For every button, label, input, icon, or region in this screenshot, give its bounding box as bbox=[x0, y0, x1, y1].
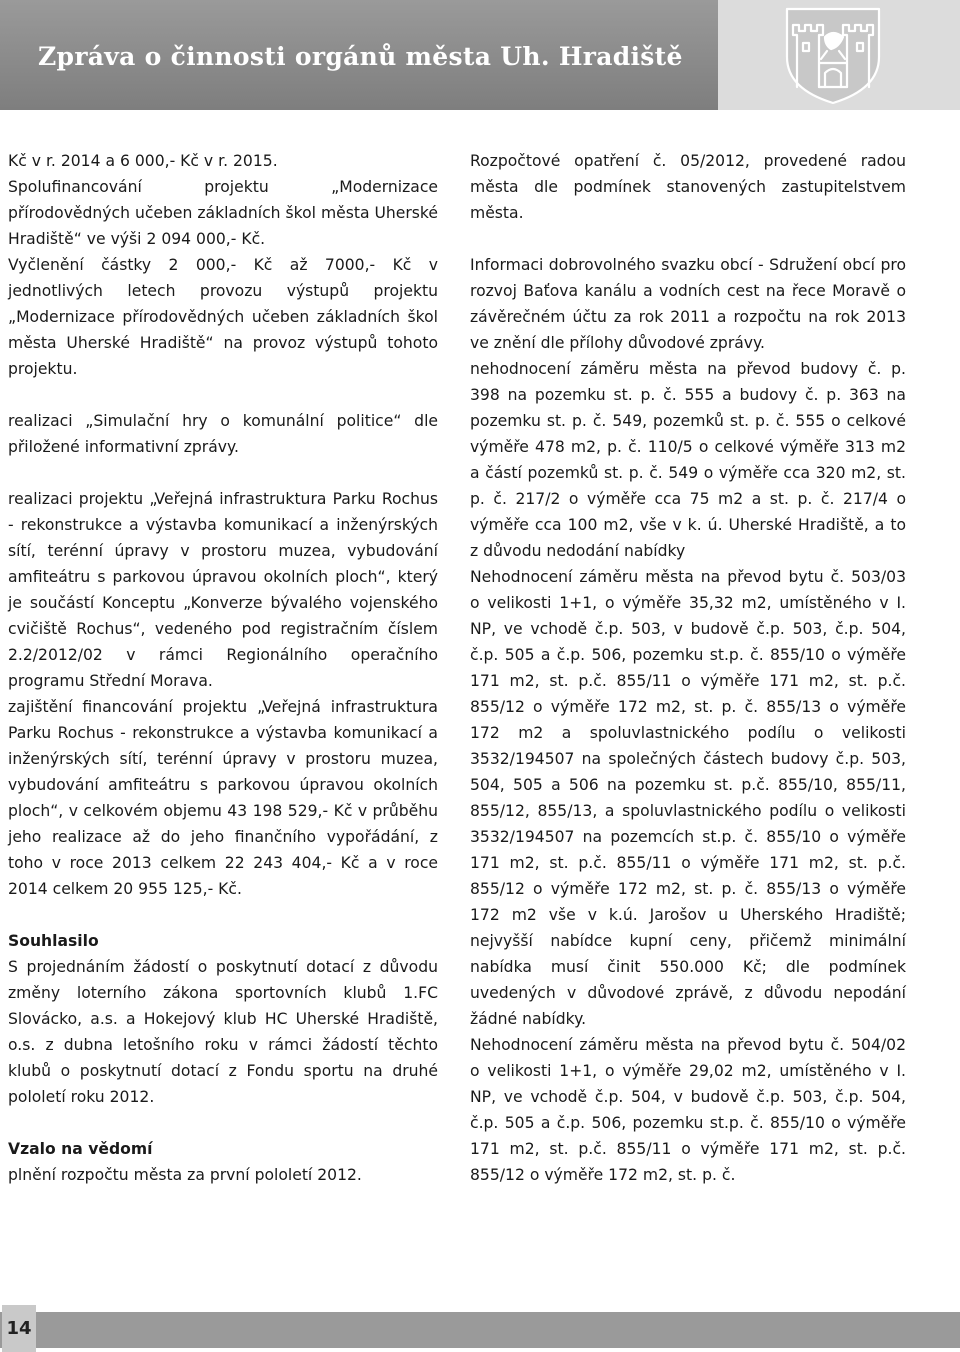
logo-panel bbox=[718, 0, 960, 110]
paragraph: Informaci dobrovolného svazku obcí - Sdružení obcí pro rozvoj Baťova kanálu a vodních cest na řece Moravě o závěrečném účtu za rok 2011 a rozpočtu na rok 2013 ve znění dle přílohy důvodové zprávy. bbox=[470, 256, 906, 352]
paragraph: zajištění financování projektu „Veřejná infrastruktura Parku Rochus - rekonstrukce a výstavba komunikací a inženýrských sítí, terénní úpravy v prostoru muzea, vybudování amfiteátru s parkovou úpravou okolních ploch“, v celkovém objemu 43 198 529,- Kč v průběhu jeho realizace až do jeho finančního vypořádání, z toho v roce 2013 celkem 22 243 404,- Kč a v roce 2014 celkem 20 955 125,- Kč. bbox=[8, 698, 438, 898]
paragraph: Kč v r. 2014 a 6 000,- Kč v r. 2015. bbox=[8, 152, 278, 170]
paragraph: Spolufinancování projektu „Modernizace přírodovědných učeben základních škol města Uherské Hradiště“ ve výši 2 094 000,- Kč. bbox=[8, 178, 438, 248]
paragraph: S projednáním žádostí o poskytnutí dotací z důvodu změny loterního zákona sportovních klubů 1.FC Slovácko, a.s. a Hokejový klub HC Uherské Hradiště, o.s. z dubna letošního roku v rámci žádostí těchto klubů o poskytnutí dotací z Fondu sportu na druhé pololetí roku 2012. bbox=[8, 958, 438, 1106]
section-heading-vzalo-na-vedomi: Vzalo na vědomí bbox=[8, 1140, 153, 1158]
header-title: Zpráva o činnosti orgánů města Uh. Hradiště bbox=[38, 42, 683, 71]
paragraph: Nehodnocení záměru města na převod bytu č. 503/03 o velikosti 1+1, o výměře 35,32 m2, umístěného v I. NP, ve vchodě č.p. 503, v budově č.p. 503, č.p. 504, č.p. 505 a č.p. 506, pozemku st.p. č. 855/10 o výměře 171 m2, st. p.č. 855/11 o výměře 171 m2, st. p.č. 855/12 o výměře 172 m2, st. p. č. 855/13 o výměře 172 m2 a spoluvlastnického podílu o velikosti 3532/194507 na společných částech budovy č.p. 503, 504, 505 a 506 na pozemku st. p.č. 855/10, 855/11, 855/12, 855/13, a spoluvlastnického podílu o velikosti 3532/194507 na pozemcích st.p. č. 855/10 o výměře 171 m2, st. p.č. 855/11 o výměře 171 m2, st. p.č. 855/12 o výměře 172 m2, st. p. č. 855/13 o výměře 172 m2 vše v k.ú. Jarošov u Uherského Hradiště; nejvyšší nabídce kupní ceny, přičemž minimální nabídka musí činit 550.000 Kč; dle podmínek uvedených v důvodové zprávě, z důvodu nepodání žádné nabídky. bbox=[470, 568, 906, 1028]
section-heading-souhlasilo: Souhlasilo bbox=[8, 932, 99, 950]
paragraph: plnění rozpočtu města za první pololetí 2012. bbox=[8, 1166, 362, 1184]
spacer bbox=[8, 902, 438, 928]
spacer bbox=[8, 460, 438, 486]
paragraph: realizaci projektu „Veřejná infrastruktura Parku Rochus - rekonstrukce a výstavba komunikací a inženýrských sítí, terénní úpravy v prostoru muzea, vybudování amfiteátru s parkovou úpravou okolních ploch“, který je součástí Konceptu „Konverze bývalého vojenského cvičiště Rochus“, vedeného pod registračním číslem 2.2/2012/02 v rámci Regionálního operačního programu Střední Morava. bbox=[8, 490, 438, 690]
right-column bbox=[470, 148, 906, 1188]
coat-of-arms-icon bbox=[773, 3, 893, 107]
paragraph: Nehodnocení záměru města na převod bytu č. 504/02 o velikosti 1+1, o výměře 29,02 m2, umístěného v I. NP, ve vchodě č.p. 504, v budově č.p. 503, č.p. 504, č.p. 505 a č.p. 506, pozemku st.p. č. 855/10 o výměře 171 m2, st. p.č. 855/11 o výměře 171 m2, st. p.č. 855/12 o výměře 172 m2, st. p. č. bbox=[470, 1036, 906, 1184]
paragraph: nehodnocení záměru města na převod budovy č. p. 398 na pozemku st. p. č. 555 a budovy č. p. 363 na pozemku st. p. č. 549, pozemků st. p. č. 555 o celkové výměře 478 m2, p. č. 110/5 o celkové výměře 313 m2 a částí pozemků st. p. č. 549 o výměře cca 320 m2, st. p. č. 217/2 o výměře cca 75 m2 a st. p. č. 217/4 o výměře cca 100 m2, vše v k. ú. Uherské Hradiště, a to z důvodu nedodání nabídky bbox=[470, 360, 906, 560]
page-number: 14 bbox=[2, 1305, 36, 1352]
spacer bbox=[8, 1110, 438, 1136]
spacer bbox=[470, 226, 906, 252]
spacer bbox=[8, 382, 438, 408]
paragraph: Vyčlenění částky 2 000,- Kč až 7000,- Kč v jednotlivých letech provozu výstupů projektu „Modernizace přírodovědných učeben základních škol města Uherské Hradiště“ na provoz výstupů tohoto projektu. bbox=[8, 256, 438, 378]
paragraph: realizaci „Simulační hry o komunální politice“ dle přiložené informativní zprávy. bbox=[8, 412, 438, 456]
paragraph: Rozpočtové opatření č. 05/2012, provedené radou města dle podmínek stanovených zastupitelstvem města. bbox=[470, 152, 906, 222]
footer-bar bbox=[0, 1312, 960, 1348]
left-column bbox=[8, 148, 438, 1188]
